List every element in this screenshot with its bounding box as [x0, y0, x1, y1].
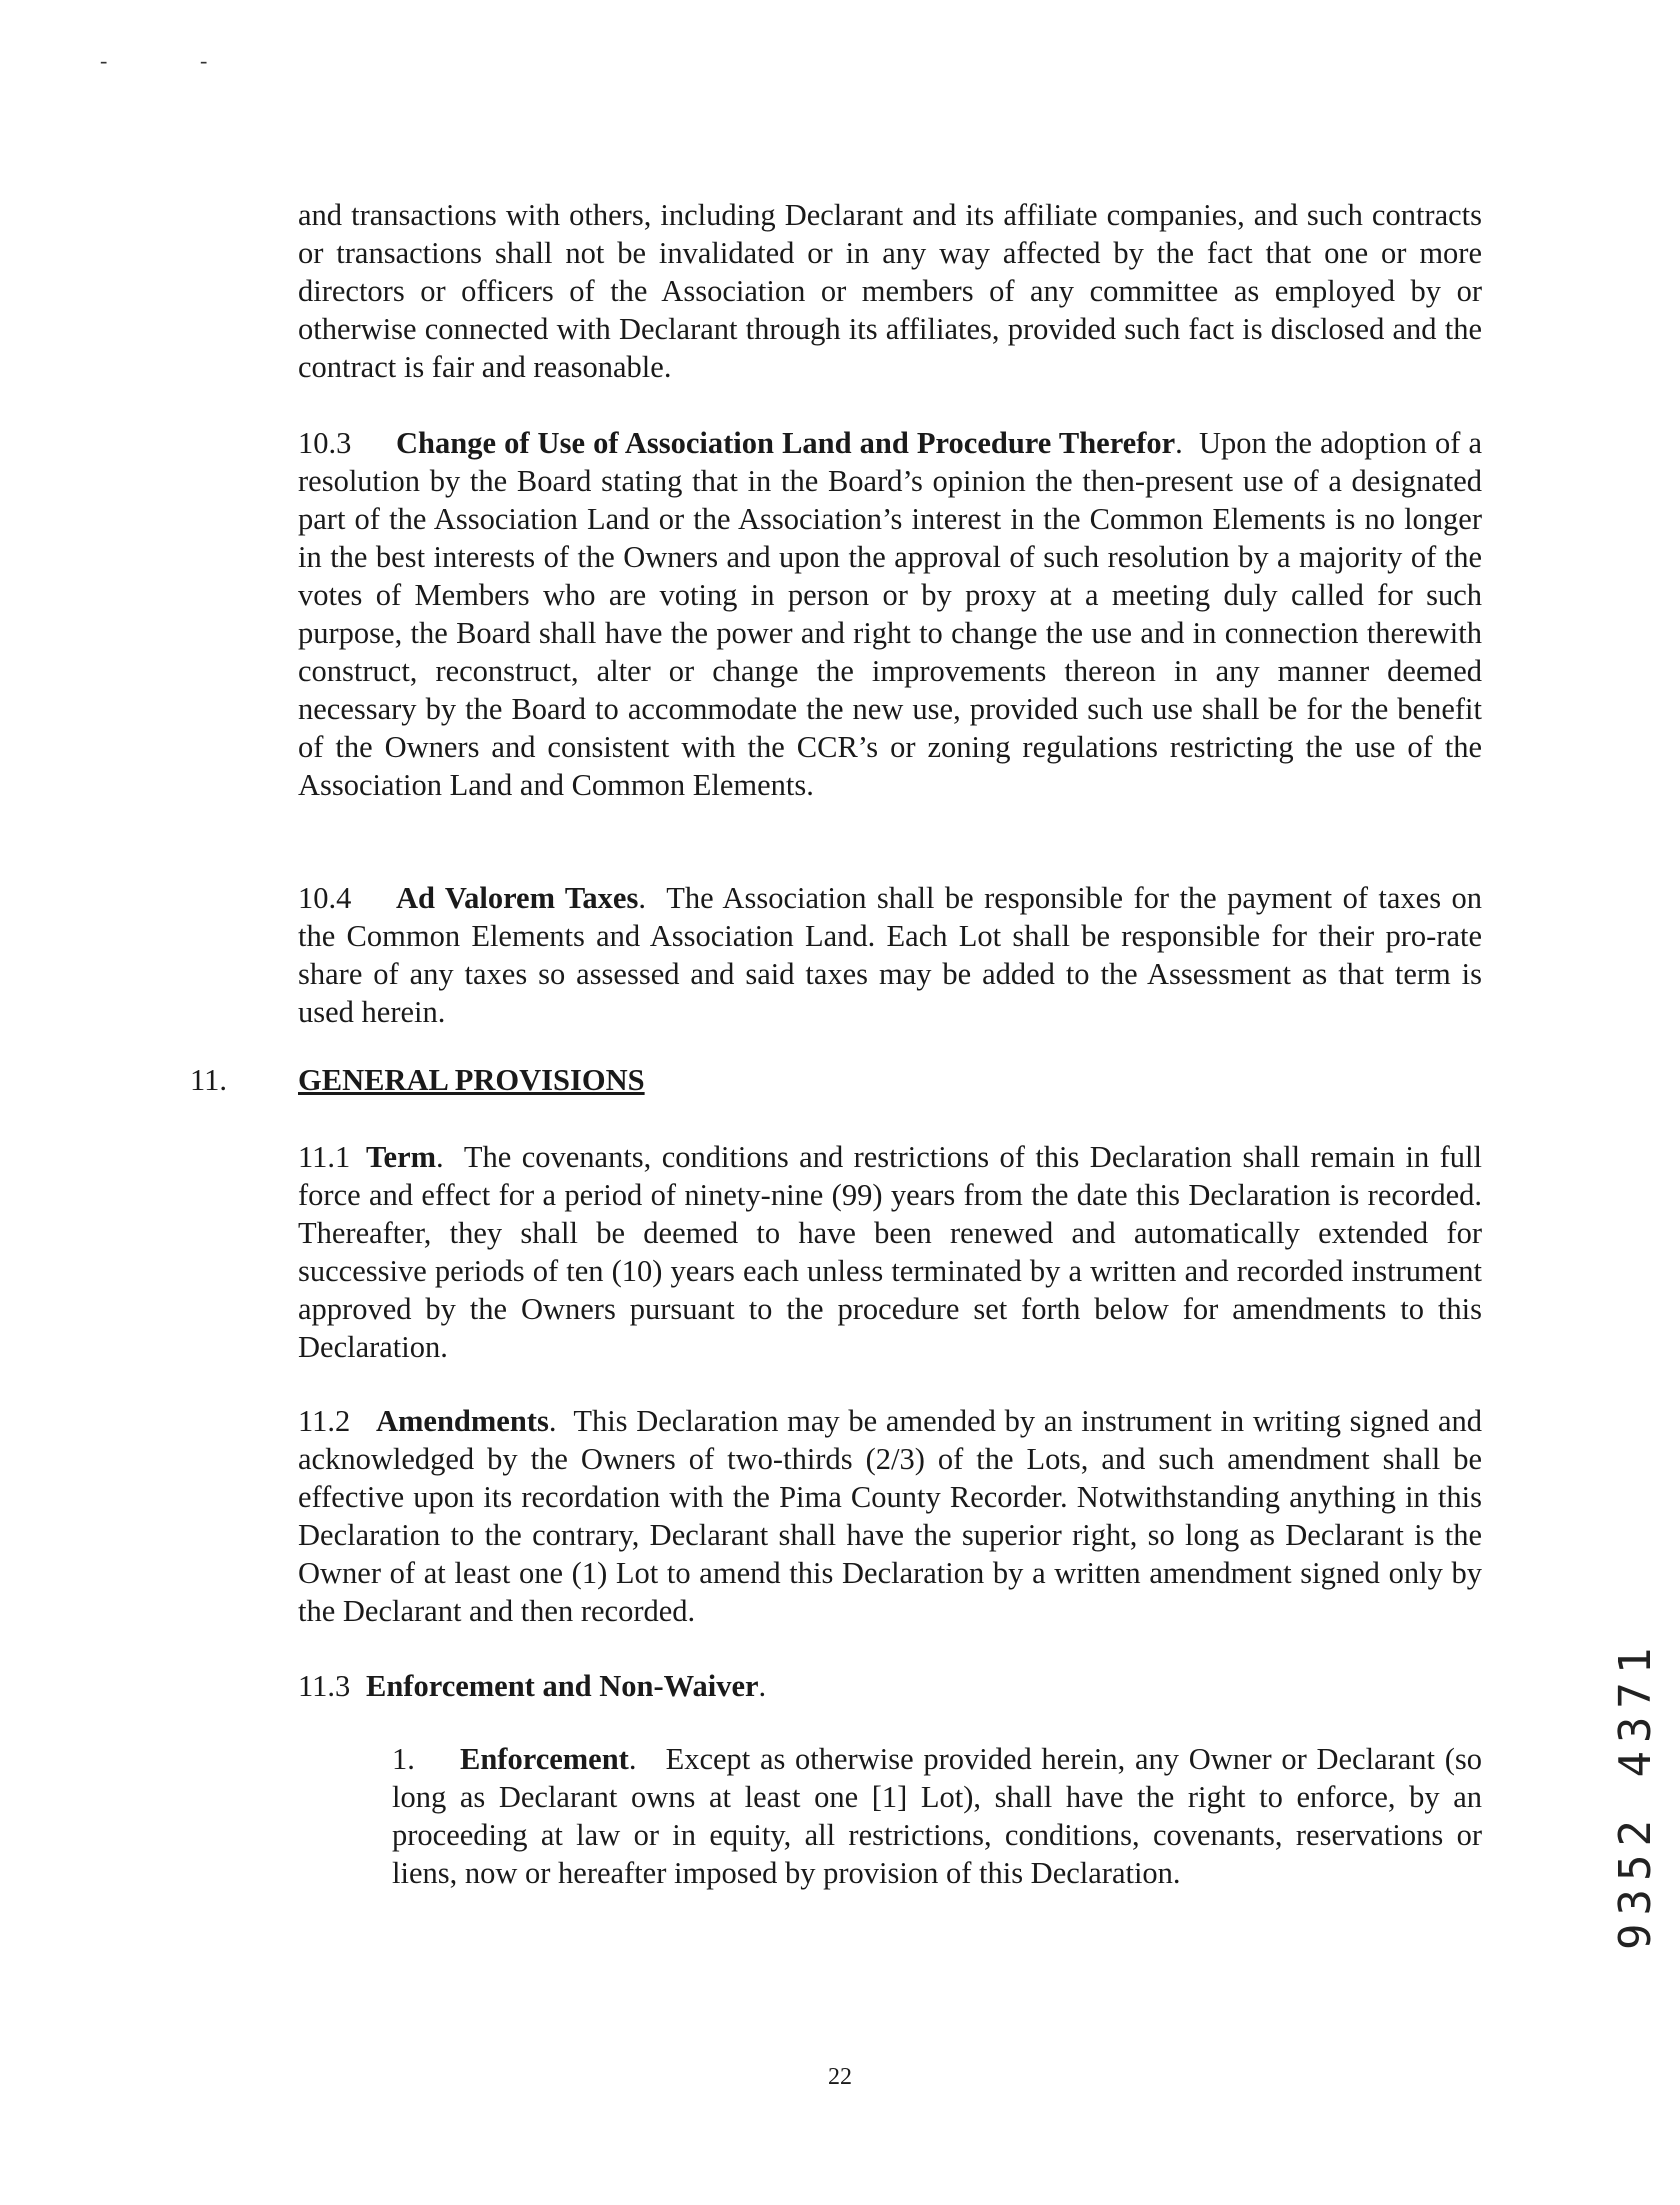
section-number: 11. — [190, 1063, 227, 1097]
paragraph-intro: and transactions with others, including Declarant and its affiliate companies, and such contracts or transactions shall not be invalidated or in any way affected by the fact that one or more directors or officers of the Association or members of any committee as employed by or otherwise connected with Declarant through its affiliates, provided such fact is disclosed and the contract is fair and reasonable. — [298, 198, 1482, 384]
scan-corner-marks — [100, 48, 300, 74]
section-text: This Declaration may be amended by an instrument in writing signed and acknowledged by the Owners of two-thirds (2/3) of the Lots, and such amendment shall be effective upon its recordation with the Pima County Recorder. Notwithstanding anything in this Declaration to the contrary, Declarant shall have the superior right, so long as Declarant is the Owner of at least one (1) Lot to amend this Declaration by a written amendment signed only by the Declarant and then recorded. — [298, 1404, 1483, 1628]
section-title: Enforcement and Non-Waiver — [366, 1669, 759, 1703]
corner-mark: - — [200, 48, 208, 73]
section-10-4: 10.4 Ad Valorem Taxes. The Association shall be responsible for the payment of taxes on the Common Elements and Association Land. Each Lot shall be responsible for their pro-rate share of any taxes so assessed and said taxes may be added to the Assessment as that term is used herein. — [298, 881, 1483, 1029]
section-text: The covenants, conditions and restrictions of this Declaration shall remain in full force and effect for a period of ninety-nine (99) years from the date this Declaration is recorded. Thereafter, they shall be deemed to have been renewed and automatically extended for successive periods of ten (10) years each unless terminated by a written and recorded instrument approved by the Owners pursuant to the procedure set forth below for amendments to this Declaration. — [298, 1140, 1482, 1364]
recording-stamp-number: 9352 4371 — [1610, 1639, 1661, 1950]
section-title: Change of Use of Association Land and Procedure Therefor — [396, 426, 1176, 460]
corner-mark: - — [100, 48, 108, 73]
section-title: Amendments — [376, 1404, 549, 1438]
section-title: GENERAL PROVISIONS — [298, 1063, 645, 1097]
section-text: Upon the adoption of a resolution by the Board stating that in the Board’s opinion the then-present use of a designated part of the Association Land or the Association’s interest in the Common Elements is no longer in the best interests of the Owners and upon the approval of such resolution by a majority of the votes of Members who are voting in person or by proxy at a meeting duly called for such purpose, the Board shall have the power and right to change the use and in connection therewith construct, reconstruct, alter or change the improvements thereon in any manner deemed necessary by the Board to accommodate the new use, provided such use shall be for the benefit of the Owners and consistent with the CCR’s or zoning regulations restricting the use of the Association Land and Common Elements. — [298, 426, 1483, 802]
section-title: Enforcement — [460, 1742, 629, 1776]
section-number: 10.4 — [298, 881, 352, 915]
section-number: 10.3 — [298, 426, 352, 460]
section-11-1: 11.1 Term. The covenants, conditions and restrictions of this Declaration shall remain in full force and effect for a period of ninety-nine (99) years from the date this Declaration is recorded. Thereafter, they shall be deemed to have been renewed and automatically extended for successive periods of ten (10) years each unless terminated by a written and recorded instrument approved by the Owners pursuant to the procedure set forth below for amendments to this Declaration. — [298, 1140, 1482, 1364]
section-title: Ad Valorem Taxes — [396, 881, 639, 915]
section-text: Except as otherwise provided herein, any Owner or Declarant (so long as Declarant owns at least one [1] Lot), shall have the right to enforce, by an proceeding at law or in equity, all restrictions, conditions, covenants, reservations or liens, now or hereafter imposed by provision of this Declaration. — [392, 1742, 1482, 1890]
section-11-3-1: 1. Enforcement. Except as otherwise provided herein, any Owner or Declarant (so long as Declarant owns at least one [1] Lot), shall have the right to enforce, by an proceeding at law or in equity, all restrictions, conditions, covenants, reservations or liens, now or hereafter imposed by provision of this Declaration. — [392, 1742, 1482, 1890]
section-11-3: 11.3 Enforcement and Non-Waiver. — [298, 1669, 767, 1703]
section-title: Term — [366, 1140, 437, 1174]
section-number: 11.2 — [298, 1404, 351, 1438]
page-number: 22 — [828, 2064, 852, 2090]
section-number: 11.1 — [298, 1140, 351, 1174]
section-number: 11.3 — [298, 1669, 351, 1703]
section-10-3: 10.3 Change of Use of Association Land and Procedure Therefor. Upon the adoption of a resolution by the Board stating that in the Board’s opinion the then-present use of a designated part of the Association Land or the Association’s interest in the Common Elements is no longer in the best interests of the Owners and upon the approval of such resolution by a majority of the votes of Members who are voting in person or by proxy at a meeting duly called for such purpose, the Board shall have the power and right to change the use and in connection therewith construct, reconstruct, alter or change the improvements thereon in any manner deemed necessary by the Board to accommodate the new use, provided such use shall be for the benefit of the Owners and consistent with the CCR’s or zoning regulations restricting the use of the Association Land and Common Elements. — [298, 426, 1483, 802]
recording-stamp — [1590, 1600, 1680, 2000]
section-text: The Association shall be responsible for the payment of taxes on the Common Elements and Association Land. Each Lot shall be responsible for their pro-rate share of any taxes so assessed and said taxes may be added to the Assessment as that term is used herein. — [298, 881, 1483, 1029]
section-11-heading — [190, 1061, 645, 1099]
section-11-2: 11.2 Amendments. This Declaration may be amended by an instrument in writing signed and acknowledged by the Owners of two-thirds (2/3) of the Lots, and such amendment shall be effective upon its recordation with the Pima County Recorder. Notwithstanding anything in this Declaration to the contrary, Declarant shall have the superior right, so long as Declarant is the Owner of at least one (1) Lot to amend this Declaration by a written amendment signed only by the Declarant and then recorded. — [298, 1404, 1483, 1628]
section-number: 1. — [392, 1742, 415, 1776]
